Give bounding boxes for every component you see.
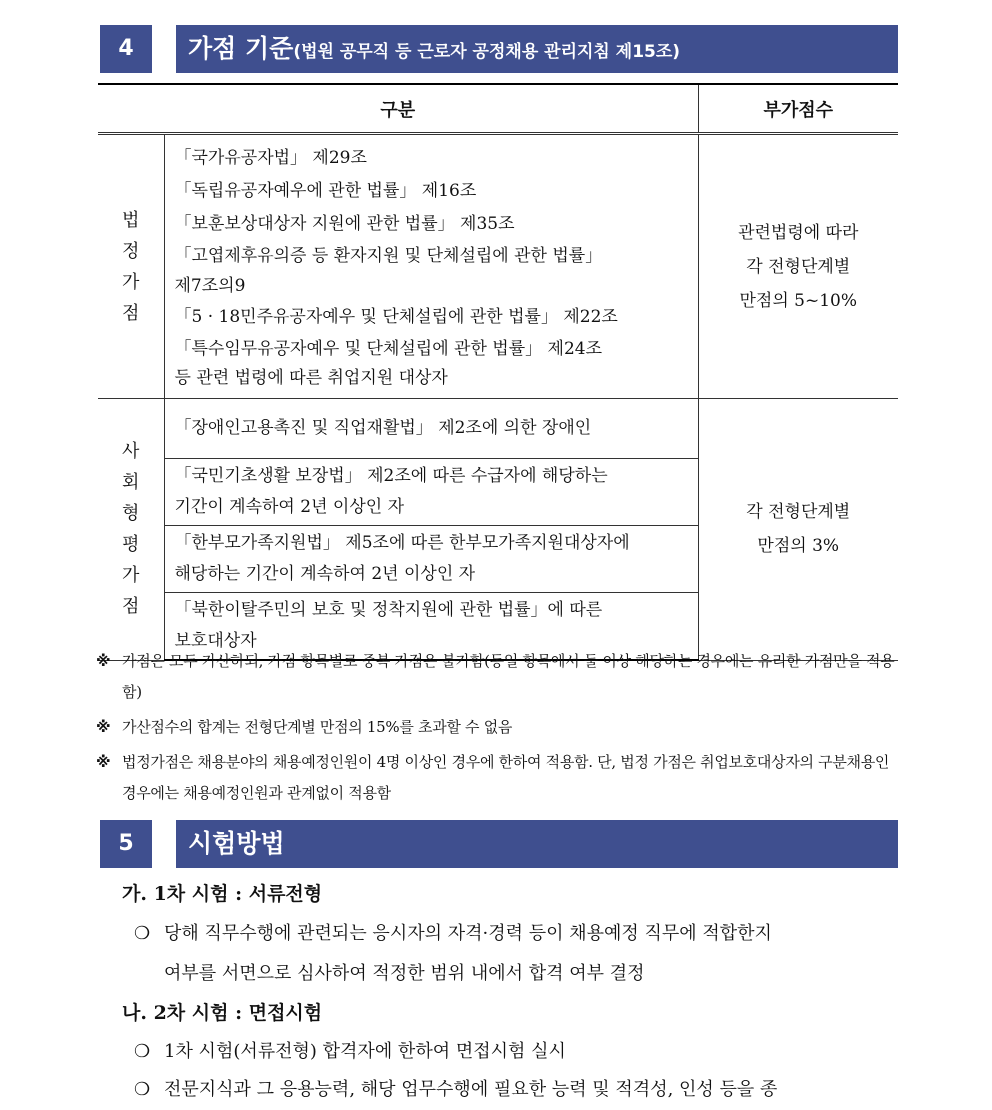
subheading-first-exam: 가. 1차 시험 : 서류전형 bbox=[122, 883, 323, 905]
section-title bbox=[176, 25, 898, 73]
list-item: ❍ 전문지식과 그 응용능력, 해당 업무수행에 필요한 능력 및 적격성, 인성 등을 종 bbox=[134, 1070, 898, 1110]
section-number: 4 bbox=[100, 25, 152, 73]
category-statutory: 법 정 가 점 bbox=[98, 134, 164, 399]
notes bbox=[96, 646, 898, 813]
section-title: 시험방법 bbox=[176, 820, 898, 868]
law-item: 제7조의9 bbox=[174, 275, 246, 296]
social-equity-row bbox=[98, 399, 898, 459]
statutory-law-list bbox=[164, 134, 698, 399]
note-text: 가점은 모두 가산하되, 가점 항목별로 중복 가점은 불가함(동일 항목에서 둘 이상 해당하는 경우에는 유리한 가점만을 적용함) bbox=[122, 652, 895, 701]
subheading-second-exam: 나. 2차 시험 : 면접시험 bbox=[122, 1002, 323, 1024]
category-social-equity: 사 회 형 평 가 점 bbox=[98, 399, 164, 661]
social-item-4: 「북한이탈주민의 보호 및 정착지원에 관한 법률」에 따른 보호대상자 bbox=[164, 593, 698, 661]
section-title-sub: (법원 공무직 등 근로자 공정채용 관리지침 제15조) bbox=[293, 42, 681, 62]
reference-mark-icon: ※ bbox=[96, 753, 111, 771]
law-item: 「독립유공자예우에 관한 법률」 제16조 bbox=[174, 180, 477, 201]
reference-mark-icon: ※ bbox=[96, 652, 111, 670]
note-item bbox=[96, 747, 898, 809]
section-number: 5 bbox=[100, 820, 152, 868]
bullet-icon: ❍ bbox=[134, 1079, 151, 1100]
social-bonus-value: 각 전형단계별 만점의 3% bbox=[698, 399, 898, 661]
section-4-header bbox=[100, 25, 898, 73]
table-header-row bbox=[98, 84, 898, 134]
social-item-2: 「국민기초생활 보장법」 제2조에 따른 수급자에 해당하는 기간이 계속하여 2년 이상인 자 bbox=[164, 459, 698, 526]
note-item bbox=[96, 712, 898, 743]
law-item: 등 관련 법령에 따른 취업지원 대상자 bbox=[174, 367, 448, 388]
law-item: 「보훈보상대상자 지원에 관한 법률」 제35조 bbox=[174, 213, 515, 234]
bullet-icon: ❍ bbox=[134, 923, 151, 944]
note-item bbox=[96, 646, 898, 708]
social-item-3: 「한부모가족지원법」 제5조에 따른 한부모가족지원대상자에 해당하는 기간이 계속하여 2년 이상인 자 bbox=[164, 526, 698, 593]
list-item: ❍ 1차 시험(서류전형) 합격자에 한하여 면접시험 실시 bbox=[134, 1032, 898, 1072]
list-item: ❍ 당해 직무수행에 관련되는 응시자의 자격·경력 등이 채용예정 직무에 적합한지 여부를 서면으로 심사하여 적정한 범위 내에서 합격 여부 결정 bbox=[134, 914, 898, 994]
law-item: 「국가유공자법」 제29조 bbox=[174, 147, 367, 168]
header-bonus: 부가점수 bbox=[698, 84, 898, 134]
bullet-icon: ❍ bbox=[134, 1041, 151, 1062]
law-item: 「고엽제후유의증 등 환자지원 및 단체설립에 관한 법률」 bbox=[174, 245, 603, 266]
statutory-bonus-row bbox=[98, 134, 898, 399]
header-category: 구분 bbox=[98, 84, 698, 134]
reference-mark-icon: ※ bbox=[96, 718, 111, 736]
section-title-main: 가점 기준 bbox=[188, 34, 294, 63]
law-item: 「특수임무유공자예우 및 단체설립에 관한 법률」 제24조 bbox=[174, 338, 603, 359]
section-5-header bbox=[100, 820, 898, 868]
law-item: 「5 · 18민주유공자예우 및 단체설립에 관한 법률」 제22조 bbox=[174, 306, 618, 327]
bonus-criteria-table bbox=[98, 83, 898, 661]
note-text: 가산점수의 합계는 전형단계별 만점의 15%를 초과할 수 없음 bbox=[122, 718, 513, 736]
social-item-1: 「장애인고용촉진 및 직업재활법」 제2조에 의한 장애인 bbox=[164, 399, 698, 459]
note-text: 법정가점은 채용분야의 채용예정인원이 4명 이상인 경우에 한하여 적용함. 단, 법정 가점은 취업보호대상자의 구분채용인 경우에는 채용예정인원과 관계없이 적용함 bbox=[122, 753, 890, 802]
statutory-bonus-value: 관련법령에 따라 각 전형단계별 만점의 5~10% bbox=[698, 134, 898, 399]
